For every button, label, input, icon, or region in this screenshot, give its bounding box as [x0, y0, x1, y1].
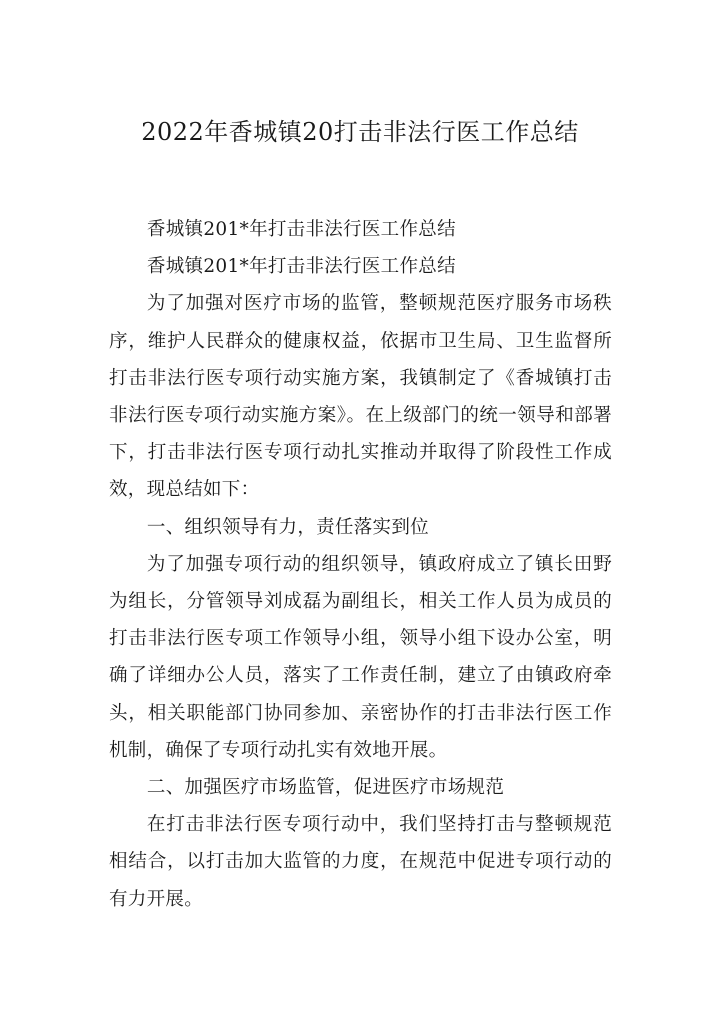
section-heading-2: 二、加强医疗市场监管，促进医疗市场规范	[146, 777, 505, 799]
document-body	[109, 211, 612, 918]
intro-paragraph: 为了加强对医疗市场的监管，整顿规范医疗服务市场秩序，维护人民群众的健康权益，依据市卫生局、卫生监督所打击非法行医专项行动实施方案，我镇制定了《香城镇打击非法行医专项行动实施方案》。在上级部门的统一领导和部署下，打击非法行医专项行动扎实推动并取得了阶段性工作成效，现总结如下：	[109, 293, 612, 501]
subtitle-line-repeat: 香城镇201*年打击非法行医工作总结	[146, 256, 456, 278]
section-1-paragraph: 为了加强专项行动的组织领导，镇政府成立了镇长田野为组长，分管领导刘成磊为副组长，相关工作人员为成员的打击非法行医专项工作领导小组，领导小组下设办公室，明确了详细办公人员，落实了工作责任制，建立了由镇政府牵头，相关职能部门协同参加、亲密协作的打击非法行医工作机制，确保了专项行动扎实有效地开展。	[109, 553, 612, 761]
section-heading-1: 一、组织领导有力，责任落实到位	[146, 516, 429, 538]
section-2-paragraph: 在打击非法行医专项行动中，我们坚持打击与整顿规范相结合，以打击加大监管的力度，在规范中促进专项行动的有力开展。	[109, 814, 612, 910]
document-title: 2022年香城镇20打击非法行医工作总结	[141, 118, 579, 146]
subtitle-line: 香城镇201*年打击非法行医工作总结	[146, 219, 456, 240]
